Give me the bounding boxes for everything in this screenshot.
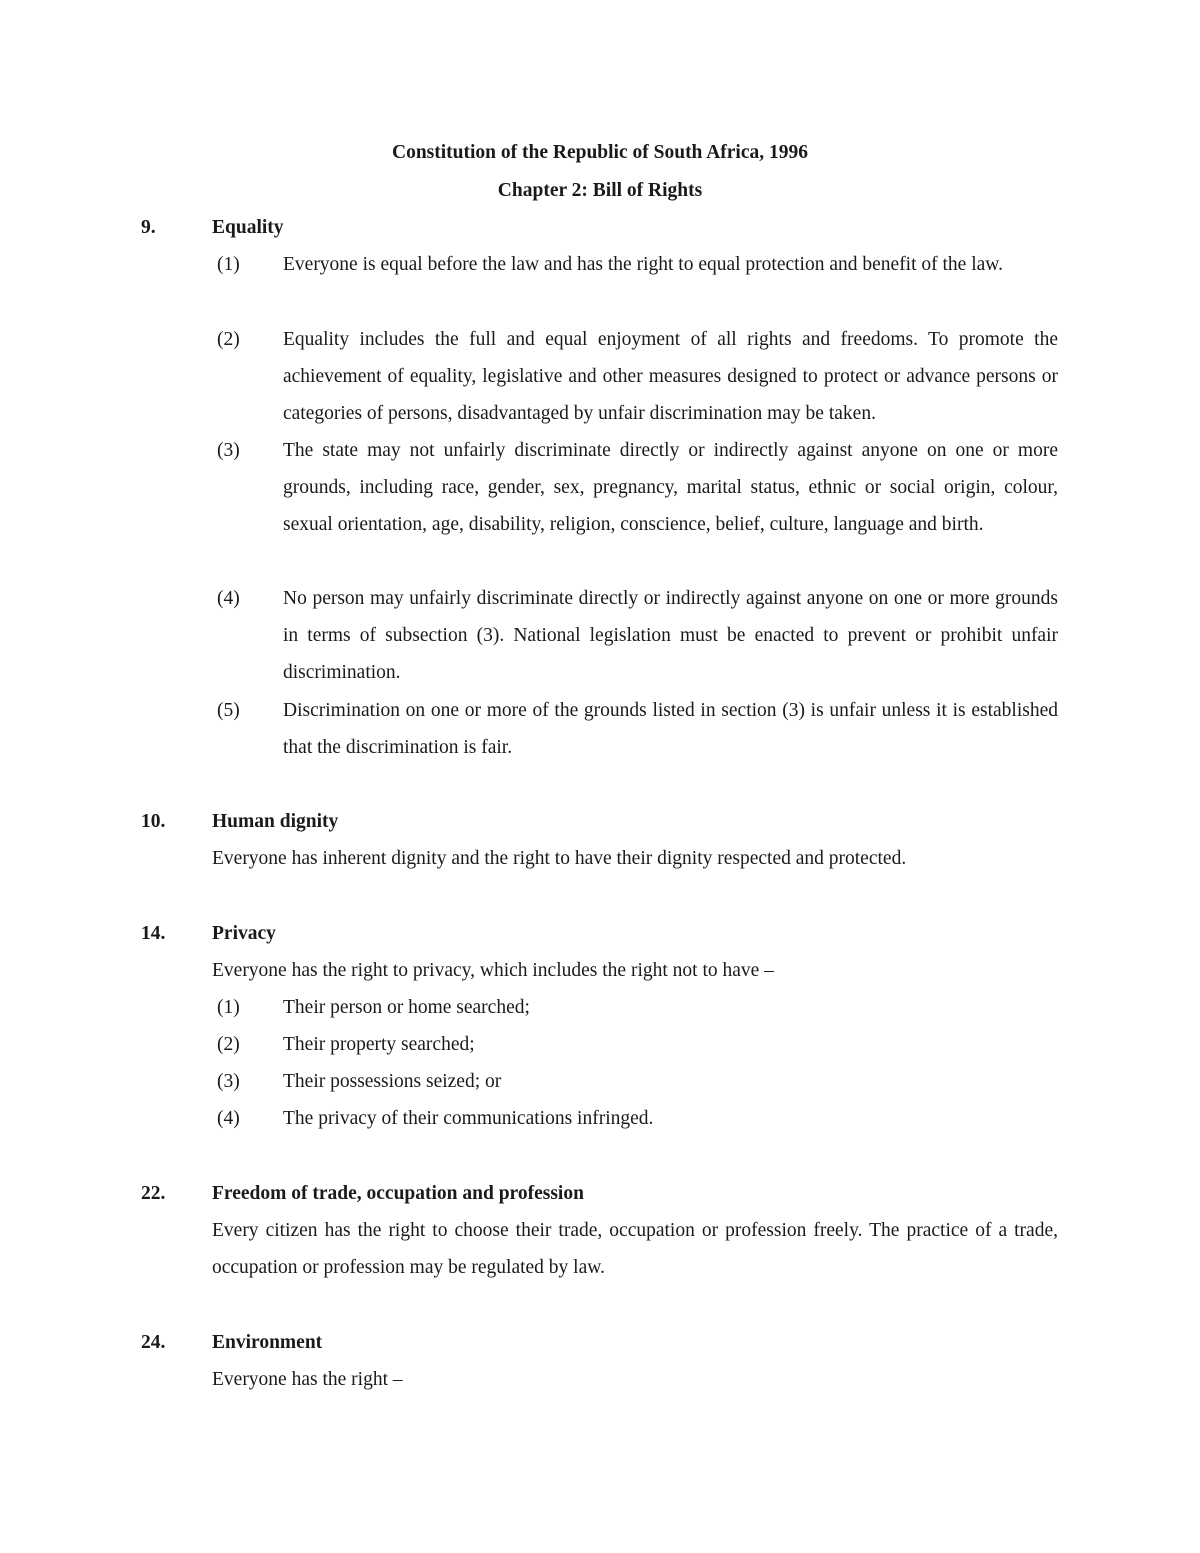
section-number: 22.: [141, 1183, 166, 1204]
subsection-number: (1): [217, 254, 240, 275]
section-number: 9.: [141, 217, 156, 238]
section-heading: Equality: [212, 217, 284, 238]
section-heading: Freedom of trade, occupation and profession: [212, 1183, 584, 1204]
subsection-number: (5): [217, 700, 240, 721]
subsection-text: Their property searched;: [283, 1034, 475, 1055]
section-number: 24.: [141, 1332, 166, 1353]
subsection-text: Discrimination on one or more of the grounds listed in section (3) is unfair unless it is established that the discrimination is fair.: [283, 700, 1058, 758]
subsection-text: Everyone is equal before the law and has the right to equal protection and benefit of the law.: [283, 254, 1003, 275]
section-number: 10.: [141, 811, 166, 832]
document-title: Constitution of the Republic of South Africa, 1996: [391, 142, 809, 163]
section-heading: Privacy: [212, 923, 276, 944]
subsection-text: The state may not unfairly discriminate directly or indirectly against anyone on one or more grounds, including race, gender, sex, pregnancy, marital status, ethnic or social origin, colour, sexual orientation, age, disability, religion, conscience, belief, culture, language and birth.: [283, 440, 1058, 535]
subsection-text: No person may unfairly discriminate directly or indirectly against anyone on one or more grounds in terms of subsection (3). National legislation must be enacted to prevent or prohibit unfair discrimination.: [283, 588, 1058, 683]
section-text: Every citizen has the right to choose their trade, occupation or profession freely. The practice of a trade, occupation or profession may be regulated by law.: [212, 1220, 1058, 1278]
subsection-number: (3): [217, 440, 240, 461]
section-heading: Human dignity: [212, 811, 339, 832]
section-text: Everyone has inherent dignity and the right to have their dignity respected and protected.: [212, 848, 907, 869]
section-number: 14.: [141, 923, 166, 944]
chapter-title: Chapter 2: Bill of Rights: [497, 180, 703, 201]
subsection-number: (2): [217, 329, 240, 350]
subsection-number: (3): [217, 1071, 240, 1092]
subsection-text: Their person or home searched;: [283, 997, 530, 1018]
subsection-number: (4): [217, 1108, 240, 1129]
subsection-number: (2): [217, 1034, 240, 1055]
subsection-text: Their possessions seized; or: [283, 1071, 502, 1092]
subsection-text: The privacy of their communications infringed.: [283, 1108, 654, 1129]
section-text: Everyone has the right to privacy, which includes the right not to have –: [212, 960, 774, 981]
section-text: Everyone has the right –: [212, 1369, 403, 1390]
section-heading: Environment: [212, 1332, 323, 1353]
subsection-text: Equality includes the full and equal enjoyment of all rights and freedoms. To promote the achievement of equality, legislative and other measures designed to protect or advance persons or categories of persons, disadvantaged by unfair discrimination may be taken.: [283, 329, 1058, 424]
subsection-number: (1): [217, 997, 240, 1018]
subsection-number: (4): [217, 588, 240, 609]
